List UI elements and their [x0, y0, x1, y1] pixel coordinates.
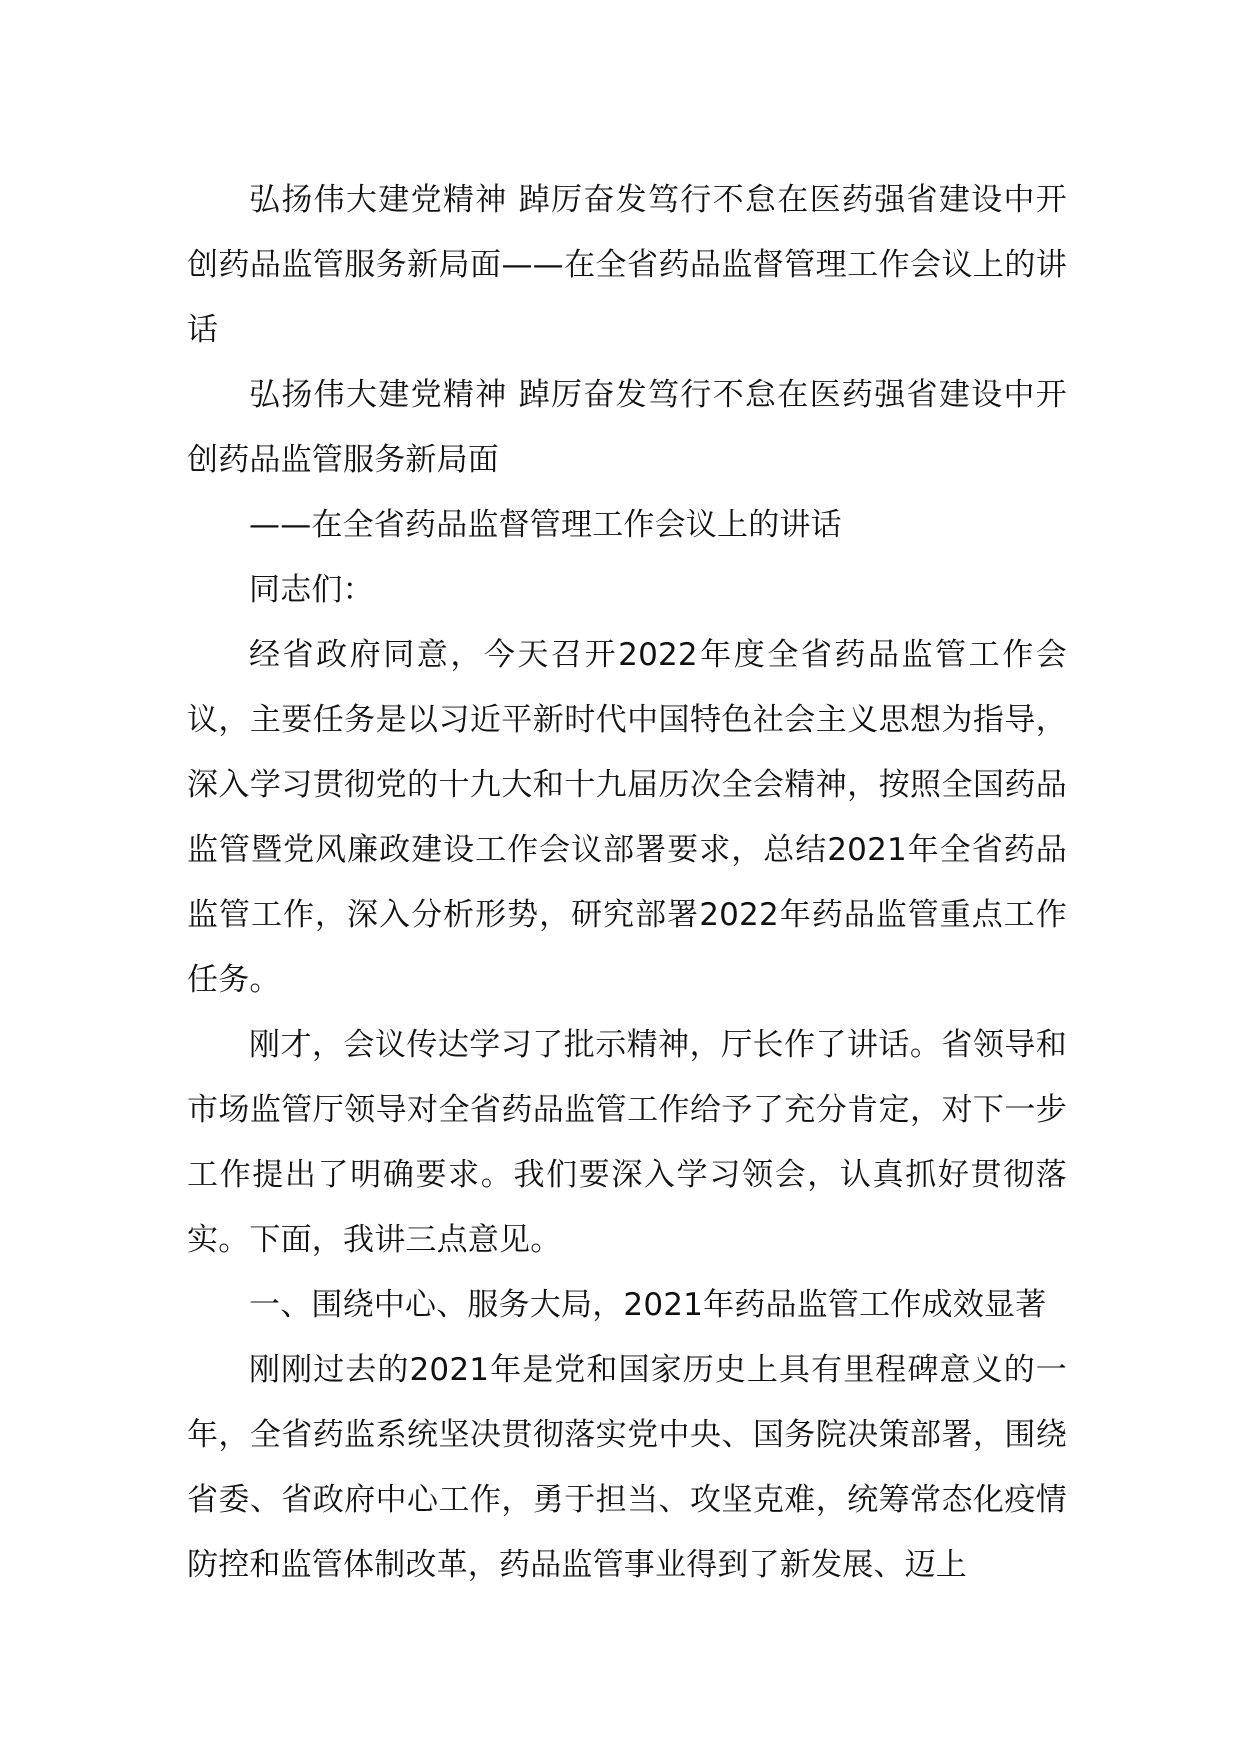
body-paragraph-intro: 经省政府同意，今天召开2022年度全省药品监管工作会议，主要任务是以习近平新时代中国特色社会主义思想为指导，深入学习贯彻党的十九大和十九届历次全会精神，按照全国药品监管暨党风廉政建设工作会议部署要求，总结2021年全省药品监管工作，深入分析形势，研究部署2022年药品监管重点工作任务。	[187, 637, 1067, 998]
subheading-paragraph: ——在全省药品监督管理工作会议上的讲话	[249, 507, 842, 543]
document-body	[187, 168, 1067, 1598]
heading-paragraph: 弘扬伟大建党精神 踔厉奋发笃行不怠在医药强省建设中开创药品监管服务新局面	[187, 377, 1067, 478]
section-heading-1: 一、围绕中心、服务大局，2021年药品监管工作成效显著	[249, 1287, 1047, 1323]
body-paragraph-remarks: 刚才，会议传达学习了批示精神，厅长作了讲话。省领导和市场监管厅领导对全省药品监管工作给予了充分肯定，对下一步工作提出了明确要求。我们要深入学习领会，认真抓好贯彻落实。下面，我讲三点意见。	[187, 1027, 1067, 1258]
body-paragraph-review: 刚刚过去的2021年是党和国家历史上具有里程碑意义的一年，全省药监系统坚决贯彻落实党中央、国务院决策部署，围绕省委、省政府中心工作，勇于担当、攻坚克难，统筹常态化疫情防控和监管体制改革，药品监管事业得到了新发展、迈上	[187, 1352, 1067, 1583]
salutation-paragraph: 同志们：	[249, 572, 374, 608]
title-paragraph: 弘扬伟大建党精神 踔厉奋发笃行不怠在医药强省建设中开创药品监管服务新局面——在全省药品监督管理工作会议上的讲话	[187, 182, 1067, 348]
